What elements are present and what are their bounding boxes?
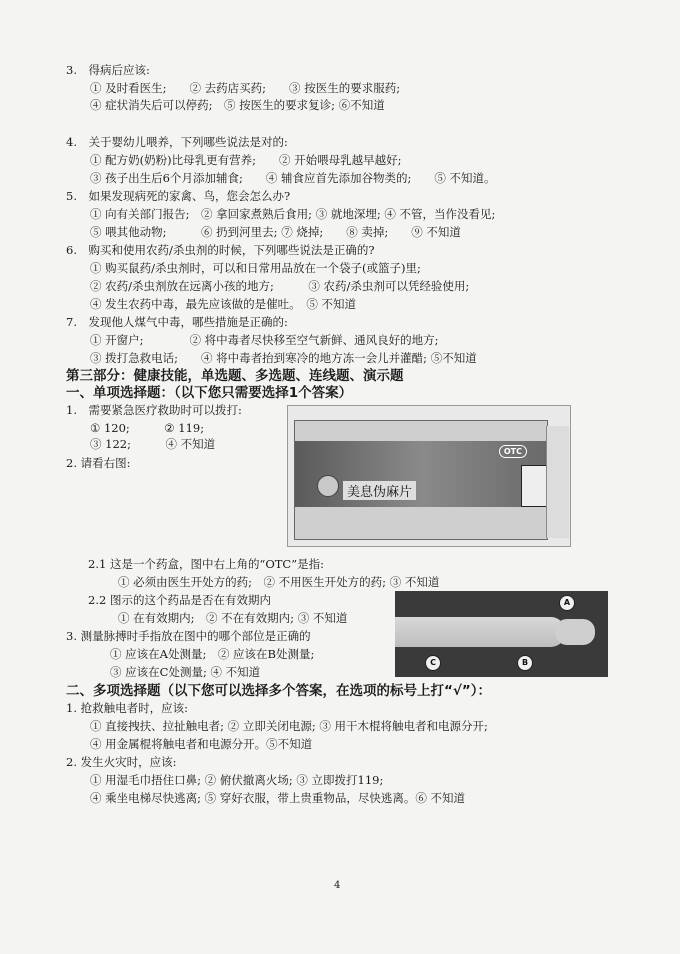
text-line: ④ 发生农药中毒，最先应该做的是催吐。 ⑤ 不知道: [90, 297, 357, 311]
sun-logo-icon: [317, 475, 339, 497]
text-line: ④ 乘坐电梯尽快逃离; ⑤ 穿好衣服，带上贵重物品，尽快逃离。⑥ 不知道: [90, 791, 465, 805]
text-line: ② 农药/杀虫剂放在远离小孩的地方; ③ 农药/杀虫剂可以凭经验使用;: [90, 279, 470, 293]
text-line: ① 配方奶(奶粉)比母乳更有营养; ② 开始喂母乳越早越好;: [90, 153, 402, 167]
text-line: 4. 关于婴幼儿喂养，下列哪些说法是对的:: [66, 135, 288, 149]
text-line: ① 应该在A处测量; ② 应该在B处测量;: [110, 647, 315, 661]
text-line: ① 120; ② 119;: [90, 421, 205, 435]
text-line: 7. 发现他人煤气中毒，哪些措施是正确的:: [66, 315, 288, 329]
expiry-date-box: [521, 465, 547, 507]
medicine-box-front: [294, 420, 548, 540]
text-line: 1. 需要紧急医疗救助时可以拨打:: [66, 403, 242, 417]
text-line: ⑤ 喂其他动物; ⑥ 扔到河里去; ⑦ 烧掉; ⑧ 卖掉; ⑨ 不知道: [90, 225, 461, 239]
otc-label: OTC: [499, 445, 527, 458]
section-heading: 一、单项选择题：（以下您只需要选择1个答案）: [66, 385, 353, 401]
page-number: 4: [334, 880, 341, 891]
forearm-shape: [395, 617, 565, 647]
text-line: ④ 症状消失后可以停药; ⑤ 按医生的要求复诊; ⑥不知道: [90, 98, 385, 112]
text-line: 3. 测量脉搏时手指放在图中的哪个部位是正确的: [66, 629, 311, 643]
drug-name: 美息伪麻片: [343, 481, 416, 500]
point-a-marker: A: [559, 595, 575, 611]
forearm-image: [395, 591, 608, 677]
text-line: 2. 请看右图:: [66, 456, 131, 470]
text-line: ④ 用金属棍将触电者和电源分开。⑤不知道: [90, 737, 313, 751]
point-b-marker: B: [517, 655, 533, 671]
text-line: 5. 如果发现病死的家禽、鸟，您会怎么办?: [66, 189, 291, 203]
text-line: 6. 购买和使用农药/杀虫剂的时候，下列哪些说法是正确的?: [66, 243, 375, 257]
text-line: ① 必须由医生开处方的药; ② 不用医生开处方的药; ③ 不知道: [118, 575, 440, 589]
section-heading: 第三部分：健康技能，单选题、多选题、连线题、演示题: [66, 368, 404, 384]
text-line: 3. 得病后应该:: [66, 63, 150, 77]
text-line: ③ 拨打急救电话; ④ 将中毒者抬到寒冷的地方冻一会儿并灌醋; ⑤不知道: [90, 351, 477, 365]
text-line: 1. 抢救触电者时，应该:: [66, 701, 189, 715]
point-c-marker: C: [425, 655, 441, 671]
text-line: ① 及时看医生; ② 去药店买药; ③ 按医生的要求服药;: [90, 81, 401, 95]
text-line: ① 向有关部门报告; ② 拿回家煮熟后食用; ③ 就地深埋; ④ 不管，当作没看见;: [90, 207, 496, 221]
text-line: ③ 122; ④ 不知道: [90, 437, 216, 451]
medicine-box-flap: [546, 426, 569, 538]
text-line: ① 在有效期内; ② 不在有效期内; ③ 不知道: [118, 611, 348, 625]
medicine-box-image: [287, 405, 571, 547]
text-line: ③ 孩子出生后6个月添加辅食; ④ 辅食应首先添加谷物类的; ⑤ 不知道。: [90, 171, 496, 185]
text-line: ③ 应该在C处测量; ④ 不知道: [110, 665, 261, 679]
text-line: 2.2 图示的这个药品是否在有效期内: [88, 593, 271, 607]
text-line: 2.1 这是一个药盒，图中右上角的“OTC”是指:: [88, 557, 324, 571]
text-line: ① 用湿毛巾捂住口鼻; ② 俯伏撤离火场; ③ 立即拨打119;: [90, 773, 384, 787]
text-line: 2. 发生火灾时，应该:: [66, 755, 177, 769]
text-line: ① 开窗户; ② 将中毒者尽快移至空气新鲜、通风良好的地方;: [90, 333, 439, 347]
section-heading: 二、多项选择题（以下您可以选择多个答案，在选项的标号上打“√”）：: [66, 683, 491, 699]
text-line: ① 直接拽扶、拉扯触电者; ② 立即关闭电源; ③ 用干木棍将触电者和电源分开;: [90, 719, 488, 733]
text-line: ① 购买鼠药/杀虫剂时，可以和日常用品放在一个袋子(或篮子)里;: [90, 261, 421, 275]
hand-shape: [555, 619, 595, 645]
